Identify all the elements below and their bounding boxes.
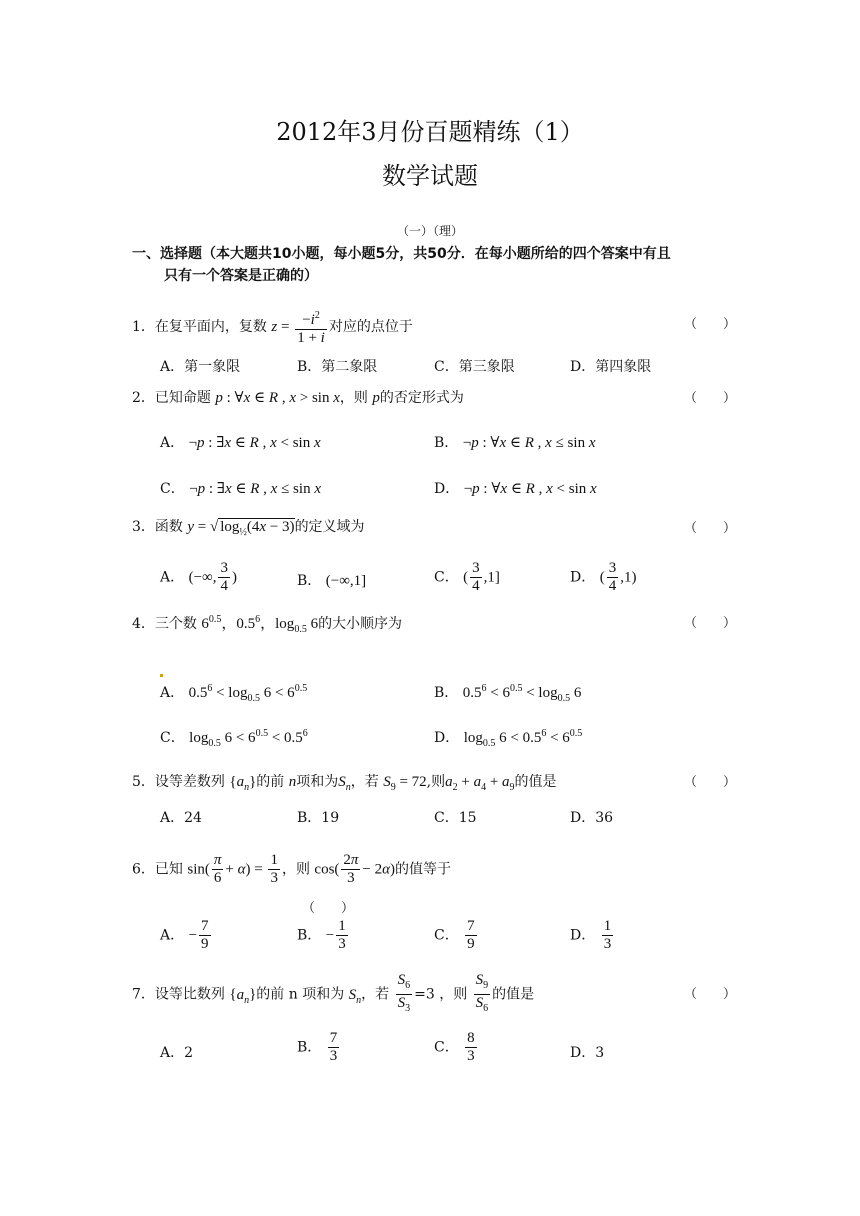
- answer-paren: （ ）: [684, 521, 737, 536]
- document-title: 2012年3月份百题精练（1）: [276, 118, 584, 146]
- option-c: C．第三象限: [434, 359, 515, 375]
- answer-paren: （ ）: [684, 987, 737, 1002]
- section-heading-cont: 只有一个答案是正确的）: [164, 268, 318, 284]
- option-b: B．19: [297, 810, 340, 826]
- option-d: D． $\frac{1}{3}$: [570, 918, 612, 952]
- option-c: C． $\log_{0.5} 6 < 6^{0.5} < 0.5^6$: [160, 728, 308, 749]
- option-d: D．3: [570, 1045, 605, 1061]
- question-6: 6．已知 sin( $\frac{\pi}{6}$ + α) = $\frac{1}{3}$ ，则 cos( $\frac{2\pi}{3}$ − 2α)的值等于: [132, 852, 452, 886]
- option-c: C． $\frac{7}{9}$: [434, 918, 475, 952]
- question-2: 2．已知命题 p : ∀x ∈ R , x > sin x，则 p的否定形式为: [132, 390, 464, 406]
- option-c: C．15: [434, 810, 477, 826]
- answer-paren: （ ）: [684, 317, 737, 332]
- fraction: $\frac{-i^2}{1 + i}$: [295, 307, 327, 347]
- option-d: D． ¬p : ∀x ∈ R , x < sin x: [434, 481, 597, 497]
- option-b: B． ¬p : ∀x ∈ R , x ≤ sin x: [434, 435, 596, 451]
- option-b: B． (−∞,1]: [297, 573, 367, 589]
- question-7: 7．设等比数列 $\{a_n\}$的前 n 项和为 $S_n$，若 $\frac{S_6}{S_3}$ =3 ，则 $\frac{S_9}{S_6}$ 的值是: [132, 972, 535, 1014]
- option-a: A． (−∞, $\frac{3}{4}$ ): [160, 560, 237, 594]
- option-b: B．第二象限: [297, 359, 378, 375]
- section-heading: 一、选择题（本大题共10小题，每小题5分，共50分．在每小题所给的四个答案中有且: [132, 246, 671, 262]
- option-d: D．36: [570, 810, 614, 826]
- option-c: C． $\frac{8}{3}$: [434, 1030, 475, 1064]
- option-c: C． ¬p : ∃x ∈ R , x ≤ sin x: [160, 481, 321, 497]
- option-a: A．24: [160, 810, 202, 826]
- option-b: B． $0.5^6 < 6^{0.5} < \log_{0.5} 6$: [434, 683, 582, 704]
- option-d: D． $\log_{0.5} 6 < 0.5^6 < 6^{0.5}$: [434, 728, 583, 749]
- option-a: A． − $\frac{7}{9}$: [160, 918, 209, 952]
- part-label: （一）（理）: [396, 224, 463, 238]
- option-a: A． $0.5^6 < \log_{0.5} 6 < 6^{0.5}$: [160, 683, 308, 704]
- option-a: A．第一象限: [160, 359, 241, 375]
- question-5: 5．设等差数列 $\{a_n\}$的前 n项和为$S_n$，若 $S_9 = 72$,则$a_2 + a_4 + a_9$的值是: [132, 774, 557, 793]
- option-a: A．2: [160, 1045, 194, 1061]
- option-a: A． ¬p : ∃x ∈ R , x < sin x: [160, 435, 321, 451]
- answer-paren: （ ）: [684, 391, 737, 406]
- mark: [160, 674, 163, 677]
- question-3: 3．函数 y = √ $\log_{\frac{1}{2}}(4x - 3)$的定义域为: [132, 519, 365, 538]
- option-d: D．第四象限: [570, 359, 652, 375]
- answer-paren: （ ）: [684, 775, 737, 790]
- option-b: B． − $\frac{1}{3}$: [297, 918, 346, 952]
- question-4: 4．三个数 $6^{0.5}$，$0.5^6$，$\log_{0.5} 6$的大小顺序为: [132, 614, 403, 635]
- question-1: 1．在复平面内，复数 z = $\frac{-i^2}{1 + i}$ 对应的点位于: [132, 307, 413, 347]
- answer-paren: （ ）: [302, 901, 355, 916]
- option-b: B． $\frac{7}{3}$: [297, 1030, 338, 1064]
- answer-paren: （ ）: [684, 616, 737, 631]
- document-subtitle: 数学试题: [382, 162, 478, 190]
- option-d: D． ( $\frac{3}{4}$ ,1): [570, 560, 637, 594]
- option-c: C． ( $\frac{3}{4}$ ,1]: [434, 560, 500, 594]
